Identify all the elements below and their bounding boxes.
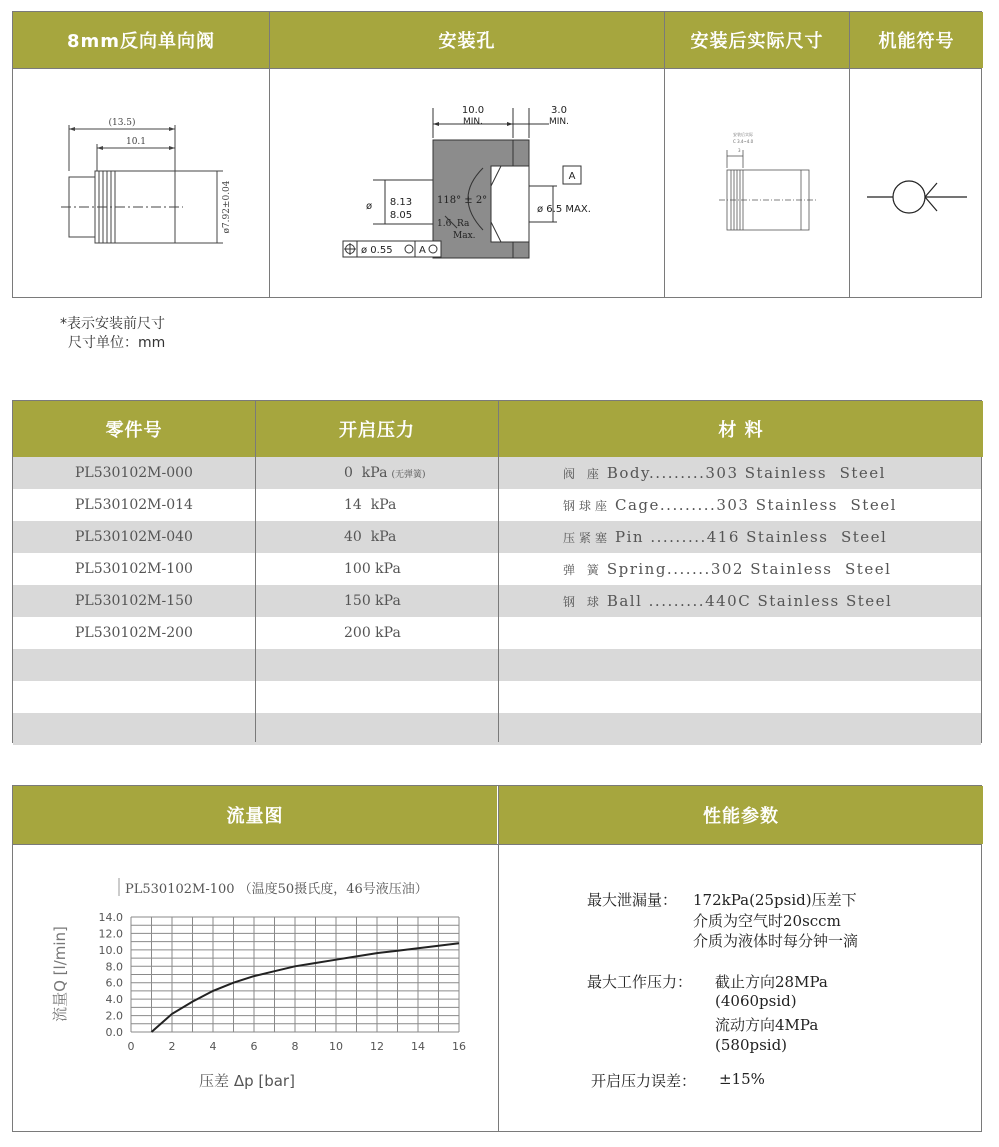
material bbox=[499, 713, 983, 745]
installed-label-2: C 3.4~4.0 bbox=[733, 139, 754, 144]
chart-x-tick: 4 bbox=[209, 1040, 217, 1053]
table-row bbox=[13, 617, 981, 649]
note-unit: 尺寸单位：mm bbox=[68, 335, 166, 351]
position-tol-text: ø 0.55 bbox=[361, 245, 393, 256]
material bbox=[499, 521, 983, 553]
work-flow: 流动方向4MPa bbox=[715, 1016, 819, 1034]
table-row bbox=[13, 585, 981, 617]
material-part-name: 钢球座 bbox=[563, 498, 612, 513]
material bbox=[499, 649, 983, 681]
cracking-pressure bbox=[256, 457, 498, 489]
roughness-sub-text: Ra bbox=[457, 219, 470, 229]
chart-ylabel: 流量Q [l/min] bbox=[51, 926, 69, 1022]
table-row bbox=[13, 489, 981, 521]
dim-outer-text: (13.5) bbox=[108, 118, 136, 128]
chart-y-tick: 8.0 bbox=[105, 960, 123, 974]
leak-value: 172kPa(25psid)压差下 bbox=[693, 891, 857, 909]
chart-y-tick: 4.0 bbox=[105, 993, 123, 1007]
installed-label-1: 安装后实际 bbox=[733, 132, 753, 137]
material bbox=[499, 457, 983, 489]
material-part-name: 钢 球 bbox=[563, 594, 603, 609]
part-number bbox=[13, 681, 255, 713]
table-row bbox=[13, 553, 981, 585]
table-row bbox=[13, 713, 981, 745]
chart-x-tick: 12 bbox=[370, 1040, 384, 1053]
dia-lower-text: 8.05 bbox=[389, 210, 413, 221]
leak-air: 介质为空气时20sccm bbox=[693, 912, 841, 930]
leak-label: 最大泄漏量： bbox=[587, 891, 678, 909]
dia-prefix-text: ø bbox=[365, 201, 373, 212]
chart-x-tick: 16 bbox=[452, 1040, 466, 1053]
table-row bbox=[13, 521, 981, 553]
part-number bbox=[13, 713, 255, 745]
material-part-name: 阀 座 bbox=[563, 466, 603, 481]
header-installed-size: 安装后实际尺寸 bbox=[665, 12, 849, 68]
roughness-text: 1.6 bbox=[437, 219, 452, 229]
pressure-value: 200 kPa bbox=[344, 625, 401, 641]
cracking-pressure bbox=[256, 489, 498, 521]
chart-xlabel: 压差 Δp [bar] bbox=[199, 1072, 295, 1090]
top-table bbox=[12, 11, 982, 298]
chart-y-tick: 2.0 bbox=[105, 1009, 123, 1023]
angle-text: 118° ± 2° bbox=[437, 195, 488, 206]
material-spec: Body.........303 Stainless Steel bbox=[606, 464, 886, 482]
pressure-note: (无弹簧) bbox=[391, 469, 426, 480]
crack-value: ±15% bbox=[719, 1070, 765, 1088]
chart-x-tick: 2 bbox=[168, 1040, 176, 1053]
pressure-value: 14 kPa bbox=[344, 497, 397, 513]
part-number: PL530102M-200 bbox=[75, 625, 193, 641]
datum-ref-text: A bbox=[419, 245, 426, 256]
cracking-pressure bbox=[256, 681, 498, 713]
chart-y-tick: 0.0 bbox=[105, 1026, 123, 1039]
leak-liquid: 介质为液体时每分钟一滴 bbox=[693, 932, 859, 950]
cracking-pressure bbox=[256, 585, 498, 617]
material-spec: Cage.........303 Stainless Steel bbox=[615, 496, 897, 514]
flow-chart bbox=[33, 870, 483, 1100]
header-function-symbol: 机能符号 bbox=[850, 12, 983, 68]
width-min-sub-text: MIN. bbox=[462, 117, 484, 127]
material bbox=[499, 553, 983, 585]
cracking-pressure bbox=[256, 713, 498, 745]
cracking-pressure bbox=[256, 617, 498, 649]
part-number: PL530102M-040 bbox=[75, 529, 193, 545]
dim-inner-text: 10.1 bbox=[125, 137, 147, 147]
pressure-value: 0 kPa bbox=[344, 465, 388, 481]
valve-drawing bbox=[53, 107, 253, 247]
installed-drawing bbox=[713, 122, 823, 242]
header-cracking-pressure: 开启压力 bbox=[256, 401, 498, 457]
table-row bbox=[13, 681, 981, 713]
chart-x-tick: 0 bbox=[127, 1040, 135, 1053]
work-cutoff-psi: (4060psid) bbox=[715, 992, 797, 1010]
part-number: PL530102M-150 bbox=[75, 593, 193, 609]
pressure-value: 40 kPa bbox=[344, 529, 397, 545]
chart-series-line bbox=[152, 943, 460, 1032]
installed-label-3: 3 bbox=[738, 148, 741, 153]
material-spec: Ball .........440C Stainless Steel bbox=[606, 592, 893, 610]
depth-min-text: 3.0 bbox=[551, 105, 567, 116]
part-number bbox=[13, 649, 255, 681]
cracking-pressure bbox=[256, 521, 498, 553]
dim-dia-text: ø7.92±0.04 bbox=[222, 180, 232, 234]
header-valve: 8mm反向单向阀 bbox=[13, 12, 269, 68]
check-valve-symbol bbox=[863, 172, 973, 222]
cracking-pressure bbox=[256, 553, 498, 585]
chart-y-tick: 10.0 bbox=[98, 943, 123, 957]
note-pre-install: *表示安装前尺寸 bbox=[60, 316, 165, 332]
crack-label: 开启压力误差： bbox=[591, 1072, 697, 1090]
cracking-pressure bbox=[256, 649, 498, 681]
material bbox=[499, 681, 983, 713]
material-spec: Pin .........416 Stainless Steel bbox=[615, 528, 888, 546]
pressure-value: 100 kPa bbox=[344, 561, 401, 577]
chart-x-tick: 8 bbox=[291, 1040, 299, 1053]
parts-rows bbox=[13, 457, 981, 742]
header-flow-chart: 流量图 bbox=[13, 786, 497, 844]
table-row bbox=[13, 649, 981, 681]
chart-y-tick: 12.0 bbox=[98, 927, 123, 941]
datum-a-text: A bbox=[568, 171, 576, 182]
roughness-max-text: Max. bbox=[453, 231, 476, 241]
material-part-name: 弹 簧 bbox=[563, 562, 603, 577]
part-number: PL530102M-000 bbox=[75, 465, 193, 481]
chart-title: PL530102M-100 （温度50摄氏度，46号液压油） bbox=[125, 882, 428, 897]
header-part-number: 零件号 bbox=[13, 401, 255, 457]
table-row bbox=[13, 457, 981, 489]
dia-upper-text: 8.13 bbox=[389, 197, 413, 208]
pressure-value: 150 kPa bbox=[344, 593, 401, 609]
material bbox=[499, 585, 983, 617]
material bbox=[499, 617, 983, 649]
chart-x-tick: 14 bbox=[411, 1040, 425, 1053]
part-number: PL530102M-014 bbox=[75, 497, 193, 513]
work-cutoff: 截止方向28MPa bbox=[715, 973, 828, 991]
work-flow-psi: (580psid) bbox=[715, 1036, 788, 1054]
header-performance: 性能参数 bbox=[499, 786, 983, 844]
bottom-table bbox=[12, 785, 982, 1132]
header-install-hole: 安装孔 bbox=[270, 12, 664, 68]
header-material: 材 料 bbox=[499, 401, 983, 457]
chart-y-tick: 14.0 bbox=[98, 911, 123, 924]
install-hole-drawing bbox=[333, 98, 633, 268]
material-spec: Spring.......302 Stainless Steel bbox=[606, 560, 892, 578]
part-number: PL530102M-100 bbox=[75, 561, 193, 577]
material-part-name: 压紧塞 bbox=[563, 530, 612, 545]
width-min-text: 10.0 bbox=[461, 105, 485, 116]
chart-x-tick: 10 bbox=[329, 1040, 343, 1053]
work-label: 最大工作压力： bbox=[587, 973, 693, 991]
parts-table bbox=[12, 400, 982, 743]
max-dia-text: ø 6.5 MAX. bbox=[537, 204, 591, 215]
chart-x-tick: 6 bbox=[250, 1040, 258, 1053]
depth-min-sub-text: MIN. bbox=[548, 117, 570, 127]
chart-y-tick: 6.0 bbox=[105, 976, 123, 990]
material bbox=[499, 489, 983, 521]
